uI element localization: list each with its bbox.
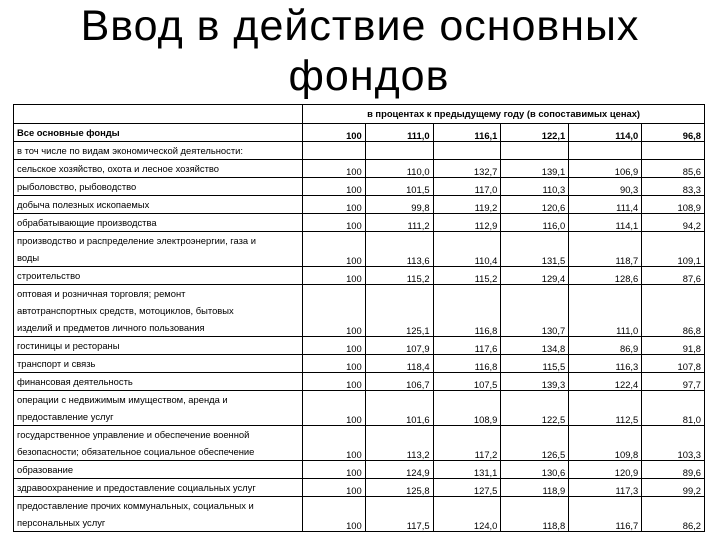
value-cell: 114,1 [569, 214, 642, 232]
value-cell: 117,0 [433, 178, 501, 196]
value-cell: 112,5 [569, 391, 642, 426]
value-cell: 115,5 [501, 355, 569, 373]
value-cell: 100 [303, 391, 366, 426]
row-name-cell [14, 391, 303, 426]
row-name-line: оптовая и розничная торговля; ремонт [17, 288, 186, 299]
row-name-line: транспорт и связь [17, 358, 96, 369]
value-cell: 124,0 [433, 497, 501, 532]
value-cell: 86,2 [642, 497, 705, 532]
value-cell: 101,6 [365, 391, 433, 426]
value-cell: 100 [303, 355, 366, 373]
row-name-line: добыча полезных ископаемых [17, 199, 150, 210]
value-cell: 139,3 [501, 373, 569, 391]
value-cell: 115,2 [433, 267, 501, 285]
value-cell: 126,5 [501, 426, 569, 461]
value-cell: 99,2 [642, 479, 705, 497]
row-name-cell [14, 196, 303, 214]
table-row [14, 285, 705, 337]
value-cell: 116,8 [433, 285, 501, 337]
value-cell: 116,7 [569, 497, 642, 532]
table-row [14, 461, 705, 479]
table-header: в процентах к предыдущему году (в сопоставимых ценах) [303, 105, 705, 124]
value-cell: 100 [303, 497, 366, 532]
value-cell: 122,1 [501, 124, 569, 142]
value-cell: 97,7 [642, 373, 705, 391]
value-cell: 100 [303, 337, 366, 355]
table-row [14, 497, 705, 532]
row-name-cell [14, 267, 303, 285]
row-name-line: образование [17, 464, 74, 475]
value-cell: 113,2 [365, 426, 433, 461]
value-cell: 100 [303, 178, 366, 196]
row-name-cell [14, 497, 303, 532]
row-name-line: сельское хозяйство, охота и лесное хозяйство [17, 163, 219, 174]
value-cell [569, 142, 642, 160]
table-row [14, 479, 705, 497]
value-cell: 100 [303, 214, 366, 232]
row-name-cell [14, 142, 303, 160]
row-name-line: предоставление прочих коммунальных, социальных и [17, 500, 254, 511]
value-cell: 131,1 [433, 461, 501, 479]
row-name-cell [14, 337, 303, 355]
value-cell: 90,3 [569, 178, 642, 196]
value-cell [501, 142, 569, 160]
table-row [14, 142, 705, 160]
row-name-line: государственное управление и обеспечение военной [17, 429, 250, 440]
value-cell: 118,9 [501, 479, 569, 497]
fixed-assets-table [13, 104, 705, 532]
value-cell: 100 [303, 461, 366, 479]
value-cell: 103,3 [642, 426, 705, 461]
value-cell: 118,7 [569, 232, 642, 267]
value-cell: 110,0 [365, 160, 433, 178]
row-name-line: Все основные фонды [17, 127, 120, 138]
row-name-line: персональных услуг [17, 517, 106, 528]
row-name-line: автотранспортных средств, мотоциклов, бытовых [17, 305, 234, 316]
row-name-line: предоставление услуг [17, 411, 114, 422]
value-cell: 115,2 [365, 267, 433, 285]
table-row [14, 232, 705, 267]
value-cell: 128,6 [569, 267, 642, 285]
value-cell: 134,8 [501, 337, 569, 355]
value-cell: 119,2 [433, 196, 501, 214]
value-cell: 122,5 [501, 391, 569, 426]
value-cell: 109,1 [642, 232, 705, 267]
row-name-cell [14, 232, 303, 267]
table-row [14, 160, 705, 178]
table-row [14, 337, 705, 355]
value-cell: 100 [303, 232, 366, 267]
row-name-cell [14, 178, 303, 196]
value-cell: 117,6 [433, 337, 501, 355]
row-name-line: обрабатывающие производства [17, 217, 157, 228]
value-cell: 130,7 [501, 285, 569, 337]
value-cell: 116,3 [569, 355, 642, 373]
value-cell: 100 [303, 479, 366, 497]
value-cell: 94,2 [642, 214, 705, 232]
table-row [14, 373, 705, 391]
table-row [14, 196, 705, 214]
value-cell: 81,0 [642, 391, 705, 426]
value-cell: 100 [303, 285, 366, 337]
value-cell: 111,2 [365, 214, 433, 232]
value-cell: 113,6 [365, 232, 433, 267]
row-name-cell [14, 214, 303, 232]
row-name-cell [14, 355, 303, 373]
value-cell: 107,5 [433, 373, 501, 391]
value-cell [303, 142, 366, 160]
value-cell: 100 [303, 124, 366, 142]
table-row [14, 178, 705, 196]
row-name-line: производство и распределение электроэнергии, газа и [17, 235, 256, 246]
value-cell: 99,8 [365, 196, 433, 214]
value-cell: 108,9 [433, 391, 501, 426]
value-cell: 120,6 [501, 196, 569, 214]
table-row [14, 124, 705, 142]
value-cell: 100 [303, 426, 366, 461]
value-cell: 116,0 [501, 214, 569, 232]
value-cell: 100 [303, 160, 366, 178]
value-cell: 107,8 [642, 355, 705, 373]
table-header-empty-cell [14, 105, 303, 124]
row-name-cell [14, 285, 303, 337]
value-cell: 106,9 [569, 160, 642, 178]
value-cell: 111,0 [569, 285, 642, 337]
value-cell: 124,9 [365, 461, 433, 479]
slide-title-line-2: фондов [288, 52, 450, 100]
row-name-cell [14, 160, 303, 178]
row-name-cell [14, 426, 303, 461]
value-cell: 116,8 [433, 355, 501, 373]
value-cell: 100 [303, 267, 366, 285]
value-cell: 107,9 [365, 337, 433, 355]
value-cell: 110,3 [501, 178, 569, 196]
value-cell: 110,4 [433, 232, 501, 267]
row-name-line: безопасности; обязательное социальное обеспечение [17, 446, 255, 457]
value-cell: 129,4 [501, 267, 569, 285]
slide-title [0, 0, 720, 102]
value-cell: 106,7 [365, 373, 433, 391]
value-cell: 127,5 [433, 479, 501, 497]
table-row [14, 355, 705, 373]
value-cell: 118,8 [501, 497, 569, 532]
row-name-line: в точ числе по видам экономической деятельности: [17, 145, 243, 156]
value-cell: 131,5 [501, 232, 569, 267]
value-cell: 118,4 [365, 355, 433, 373]
value-cell: 85,6 [642, 160, 705, 178]
value-cell: 117,2 [433, 426, 501, 461]
value-cell: 122,4 [569, 373, 642, 391]
value-cell: 116,1 [433, 124, 501, 142]
row-name-line: воды [17, 252, 40, 263]
row-name-line: финансовая деятельность [17, 376, 133, 387]
table-row [14, 214, 705, 232]
value-cell: 114,0 [569, 124, 642, 142]
table-header-row [14, 105, 705, 124]
row-name-line: гостиницы и рестораны [17, 340, 120, 351]
row-name-line: строительство [17, 270, 81, 281]
value-cell: 89,6 [642, 461, 705, 479]
value-cell: 132,7 [433, 160, 501, 178]
table-row [14, 426, 705, 461]
value-cell: 87,6 [642, 267, 705, 285]
value-cell: 91,8 [642, 337, 705, 355]
value-cell [642, 142, 705, 160]
table-row [14, 267, 705, 285]
row-name-cell [14, 461, 303, 479]
row-name-cell [14, 373, 303, 391]
row-name-cell [14, 479, 303, 497]
value-cell: 83,3 [642, 178, 705, 196]
row-name-line: здравоохранение и предоставление социальных услуг [17, 482, 256, 493]
value-cell: 86,8 [642, 285, 705, 337]
row-name-line: изделий и предметов личного пользования [17, 322, 205, 333]
row-name-line: операции с недвижимым имуществом, аренда и [17, 394, 228, 405]
value-cell: 100 [303, 373, 366, 391]
row-name-cell [14, 124, 303, 142]
value-cell: 86,9 [569, 337, 642, 355]
value-cell [365, 142, 433, 160]
value-cell: 120,9 [569, 461, 642, 479]
value-cell: 111,4 [569, 196, 642, 214]
value-cell: 100 [303, 196, 366, 214]
value-cell: 112,9 [433, 214, 501, 232]
value-cell: 101,5 [365, 178, 433, 196]
slide-title-line-1: Ввод в действие основных [80, 2, 640, 50]
value-cell: 130,6 [501, 461, 569, 479]
row-name-line: рыболовство, рыбоводство [17, 181, 137, 192]
value-cell: 125,8 [365, 479, 433, 497]
value-cell: 96,8 [642, 124, 705, 142]
value-cell: 111,0 [365, 124, 433, 142]
value-cell: 108,9 [642, 196, 705, 214]
value-cell [433, 142, 501, 160]
table-row [14, 391, 705, 426]
value-cell: 117,3 [569, 479, 642, 497]
value-cell: 125,1 [365, 285, 433, 337]
value-cell: 109,8 [569, 426, 642, 461]
value-cell: 139,1 [501, 160, 569, 178]
value-cell: 117,5 [365, 497, 433, 532]
